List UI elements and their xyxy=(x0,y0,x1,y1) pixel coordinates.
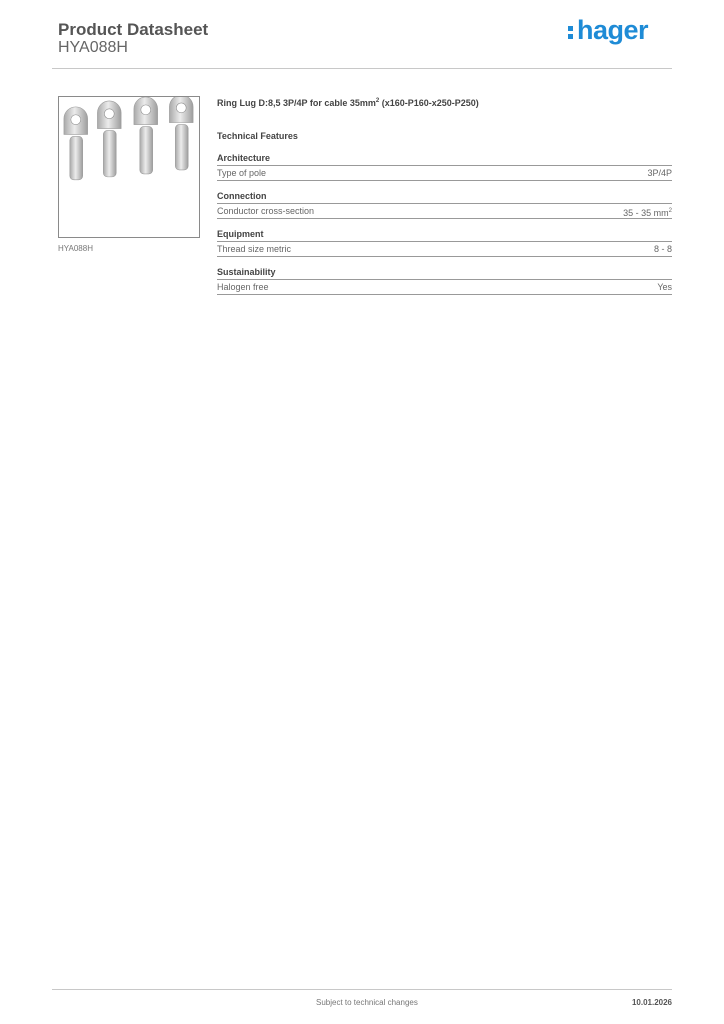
brand-logo xyxy=(568,15,648,46)
product-reference: HYA088H xyxy=(58,39,128,56)
feature-row xyxy=(217,166,672,181)
logo-mark-icon xyxy=(568,22,574,40)
header-divider xyxy=(52,68,672,69)
lug-2 xyxy=(97,101,121,177)
feature-label: Halogen free xyxy=(217,282,269,292)
section-title: Architecture xyxy=(217,152,672,166)
feature-row xyxy=(217,204,672,219)
section-connection xyxy=(217,190,672,219)
feature-value: 3P/4P xyxy=(647,168,672,178)
feature-value: 8 - 8 xyxy=(653,244,672,254)
footer-date: 10.01.2026 xyxy=(631,998,672,1007)
section-sustainability xyxy=(217,266,672,295)
footer-divider xyxy=(52,989,672,990)
lug-4 xyxy=(169,97,193,170)
section-title: Equipment xyxy=(217,228,672,242)
product-details xyxy=(217,94,672,295)
section-architecture xyxy=(217,152,672,181)
description-text: Ring Lug D:8,5 3P/4P for cable 35mm xyxy=(217,98,376,108)
section-equipment xyxy=(217,228,672,257)
description-compatibility: (x160-P160-x250-P250) xyxy=(379,98,479,108)
feature-label: Conductor cross-section xyxy=(217,206,315,216)
feature-row xyxy=(217,280,672,295)
feature-row xyxy=(217,242,672,257)
technical-features-heading: Technical Features xyxy=(217,131,298,141)
feature-value-superscript: 2 xyxy=(668,208,672,214)
feature-value-text: 35 - 35 mm xyxy=(623,208,669,218)
feature-label: Type of pole xyxy=(217,168,267,178)
product-image xyxy=(58,96,200,238)
logo-text: hager xyxy=(577,15,649,45)
lug-1 xyxy=(64,107,88,180)
feature-value xyxy=(623,204,672,218)
description-superscript: 2 xyxy=(375,98,380,104)
section-title: Sustainability xyxy=(217,266,672,280)
page-title: Product Datasheet xyxy=(58,20,209,39)
section-title: Connection xyxy=(217,190,672,204)
ring-lug-illustration xyxy=(59,97,199,237)
lug-3 xyxy=(134,97,158,174)
image-caption: HYA088H xyxy=(58,244,93,253)
footer-note: Subject to technical changes xyxy=(316,998,418,1007)
feature-label: Thread size metric xyxy=(217,244,292,254)
product-description xyxy=(217,94,672,108)
feature-value: Yes xyxy=(657,282,672,292)
